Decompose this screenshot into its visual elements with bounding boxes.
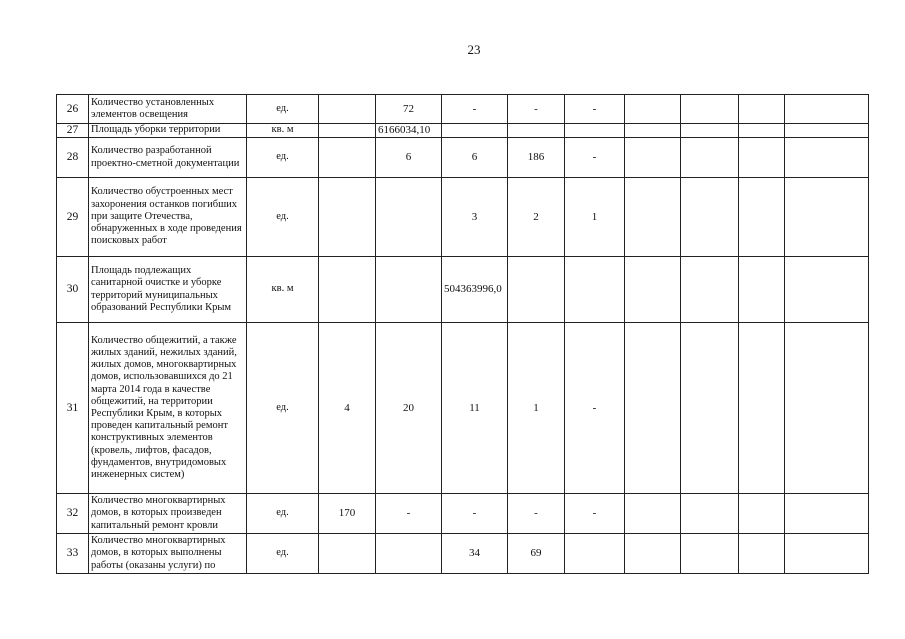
unit-cell: ед. bbox=[247, 534, 319, 574]
unit-cell: ед. bbox=[247, 494, 319, 534]
value-cell bbox=[681, 178, 739, 257]
value-cell bbox=[785, 494, 869, 534]
value-cell bbox=[319, 124, 376, 138]
value-cell: 170 bbox=[319, 494, 376, 534]
value-cell: 2 bbox=[508, 178, 565, 257]
value-cell bbox=[319, 257, 376, 323]
value-cell bbox=[442, 124, 508, 138]
table-row bbox=[57, 95, 869, 124]
indicator-name: Количество общежитий, а также жилых зданий, нежилых зданий, жилых домов, многоквартирных домов, использовавшихся до 21 марта 2014 года в качестве общежитий, на территории Республики Крым, в которых проведен капитальный ремонт конструктивных элементов (кровель, лифтов, фасадов, фундаментов, внутридомовых инженерных систем) bbox=[89, 323, 247, 494]
value-cell bbox=[319, 178, 376, 257]
value-cell bbox=[376, 534, 442, 574]
indicator-name: Площадь уборки территории bbox=[89, 124, 247, 138]
unit-cell: ед. bbox=[247, 138, 319, 178]
value-cell bbox=[681, 534, 739, 574]
page-number: 23 bbox=[467, 42, 481, 57]
value-cell bbox=[739, 124, 785, 138]
row-number: 33 bbox=[57, 534, 89, 574]
value-cell: - bbox=[442, 95, 508, 124]
value-cell bbox=[739, 534, 785, 574]
value-cell: - bbox=[565, 323, 625, 494]
indicator-name: Площадь подлежащих санитарной очистке и уборке территорий муниципальных образований Республики Крым bbox=[89, 257, 247, 323]
value-cell bbox=[681, 257, 739, 323]
value-cell bbox=[319, 95, 376, 124]
value-cell bbox=[376, 178, 442, 257]
indicator-name: Количество многоквартирных домов, в которых выполнены работы (оказаны услуги) по bbox=[89, 534, 247, 574]
indicators-table bbox=[56, 94, 869, 574]
value-cell bbox=[508, 257, 565, 323]
value-cell bbox=[681, 124, 739, 138]
value-cell bbox=[739, 257, 785, 323]
value-cell: 186 bbox=[508, 138, 565, 178]
value-cell bbox=[785, 138, 869, 178]
unit-cell: ед. bbox=[247, 178, 319, 257]
value-cell: 504363996,0 bbox=[442, 257, 508, 323]
indicator-name: Количество обустроенных мест захоронения останков погибших при защите Отечества, обнаруженных в ходе проведения поисковых работ bbox=[89, 178, 247, 257]
unit-cell: кв. м bbox=[247, 257, 319, 323]
value-cell: 69 bbox=[508, 534, 565, 574]
row-number: 31 bbox=[57, 323, 89, 494]
value-cell: 6 bbox=[376, 138, 442, 178]
value-cell bbox=[739, 323, 785, 494]
row-number: 32 bbox=[57, 494, 89, 534]
unit-cell: ед. bbox=[247, 323, 319, 494]
value-cell bbox=[739, 178, 785, 257]
table-body bbox=[57, 95, 869, 574]
value-cell bbox=[625, 138, 681, 178]
value-cell bbox=[785, 257, 869, 323]
value-cell: 1 bbox=[508, 323, 565, 494]
unit-cell: кв. м bbox=[247, 124, 319, 138]
value-cell: 6166034,10 bbox=[376, 124, 442, 138]
value-cell: 72 bbox=[376, 95, 442, 124]
value-cell: 34 bbox=[442, 534, 508, 574]
value-cell bbox=[625, 178, 681, 257]
row-number: 28 bbox=[57, 138, 89, 178]
value-cell bbox=[319, 138, 376, 178]
value-cell bbox=[565, 257, 625, 323]
value-cell bbox=[376, 257, 442, 323]
value-cell bbox=[625, 323, 681, 494]
value-cell bbox=[785, 95, 869, 124]
indicator-name: Количество установленных элементов освещения bbox=[89, 95, 247, 124]
value-cell: - bbox=[565, 138, 625, 178]
table-row bbox=[57, 178, 869, 257]
value-cell: - bbox=[508, 494, 565, 534]
value-cell: - bbox=[565, 95, 625, 124]
table-row bbox=[57, 494, 869, 534]
row-number: 30 bbox=[57, 257, 89, 323]
table-row bbox=[57, 138, 869, 178]
table-row bbox=[57, 257, 869, 323]
value-cell: 4 bbox=[319, 323, 376, 494]
value-cell bbox=[319, 534, 376, 574]
indicator-name: Количество разработанной проектно-сметной документации bbox=[89, 138, 247, 178]
value-cell bbox=[681, 95, 739, 124]
table-row bbox=[57, 124, 869, 138]
value-cell: - bbox=[442, 494, 508, 534]
value-cell: 6 bbox=[442, 138, 508, 178]
value-cell: 3 bbox=[442, 178, 508, 257]
value-cell bbox=[625, 257, 681, 323]
value-cell: - bbox=[376, 494, 442, 534]
row-number: 29 bbox=[57, 178, 89, 257]
value-cell bbox=[625, 95, 681, 124]
value-cell bbox=[785, 323, 869, 494]
value-cell: 20 bbox=[376, 323, 442, 494]
value-cell: 11 bbox=[442, 323, 508, 494]
row-number: 27 bbox=[57, 124, 89, 138]
table-row bbox=[57, 534, 869, 574]
value-cell bbox=[625, 124, 681, 138]
value-cell: 1 bbox=[565, 178, 625, 257]
value-cell: - bbox=[565, 494, 625, 534]
unit-cell: ед. bbox=[247, 95, 319, 124]
value-cell bbox=[565, 124, 625, 138]
row-number: 26 bbox=[57, 95, 89, 124]
value-cell bbox=[785, 534, 869, 574]
value-cell bbox=[739, 138, 785, 178]
table-row bbox=[57, 323, 869, 494]
value-cell bbox=[785, 124, 869, 138]
value-cell bbox=[565, 534, 625, 574]
value-cell bbox=[625, 534, 681, 574]
value-cell: - bbox=[508, 95, 565, 124]
value-cell bbox=[681, 494, 739, 534]
indicator-name: Количество многоквартирных домов, в которых произведен капитальный ремонт кровли bbox=[89, 494, 247, 534]
value-cell bbox=[739, 95, 785, 124]
value-cell bbox=[508, 124, 565, 138]
value-cell bbox=[625, 494, 681, 534]
value-cell bbox=[681, 138, 739, 178]
value-cell bbox=[739, 494, 785, 534]
value-cell bbox=[785, 178, 869, 257]
value-cell bbox=[681, 323, 739, 494]
